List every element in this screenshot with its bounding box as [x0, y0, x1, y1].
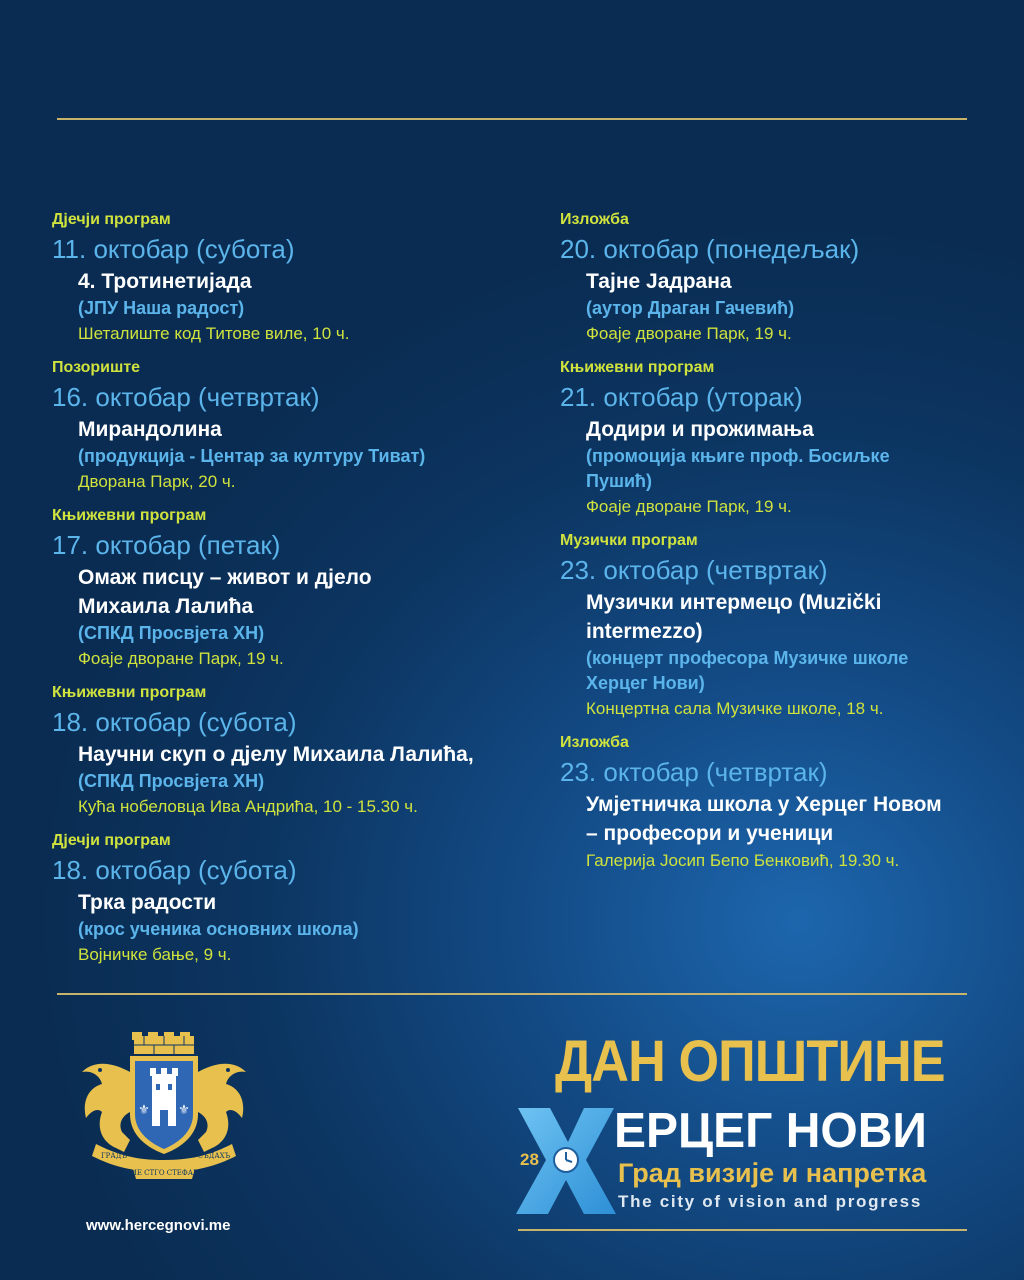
event-date: 18. октобар (субота) — [52, 707, 297, 737]
banner-headline: ДАН ОПШТИНЕ — [555, 1029, 945, 1094]
event-item — [52, 209, 532, 347]
event-date: 21. октобар (уторак) — [560, 382, 803, 412]
event-date: 23. октобар (четвртак) — [560, 555, 828, 585]
event-organizer: (СПКД Просвјета ХН) — [78, 771, 265, 791]
event-category: Изложба — [560, 211, 629, 228]
event-title: Мирандолина — [78, 418, 222, 441]
event-item — [52, 830, 532, 968]
event-category: Књижевни програм — [560, 359, 715, 376]
event-item — [52, 682, 532, 820]
event-venue: Галерија Јосип Бепо Бенковић, 19.30 ч. — [586, 851, 900, 870]
event-item — [52, 357, 532, 495]
event-title: Умјетничка школа у Херцег Новом – професори и ученици — [586, 793, 942, 845]
event-title: 4. Тротинетијада — [78, 270, 252, 293]
events-right-column — [560, 209, 980, 884]
event-title: Трка радости — [78, 891, 217, 914]
event-date: 11. октобар (субота) — [52, 234, 295, 264]
event-venue: Шеталиште код Титове виле, 10 ч. — [78, 324, 350, 343]
svg-text:⚜: ⚜ — [178, 1103, 190, 1118]
event-item — [560, 732, 980, 874]
event-category: Дјечји програм — [52, 832, 171, 849]
event-item — [52, 505, 532, 672]
top-divider — [57, 118, 967, 120]
event-venue: Фоаје дворане Парк, 19 ч. — [586, 324, 792, 343]
event-venue: Фоаје дворане Парк, 19 ч. — [586, 497, 792, 516]
event-organizer: (крос ученика основних школа) — [78, 919, 359, 939]
event-venue: Дворана Парк, 20 ч. — [78, 472, 236, 491]
event-date: 18. октобар (субота) — [52, 855, 297, 885]
event-title: Музички интермецо (Muzički intermezzo) — [586, 591, 882, 643]
event-category: Изложба — [560, 734, 629, 751]
event-venue: Војничке бање, 9 ч. — [78, 945, 232, 964]
event-date: 20. октобар (понедељак) — [560, 234, 860, 264]
city-name: ЕРЦЕГ НОВИ — [614, 1104, 927, 1158]
event-category: Књижевни програм — [52, 684, 207, 701]
slogan: Град визије и напретка — [618, 1158, 927, 1188]
event-item — [560, 209, 980, 347]
bottom-divider — [57, 993, 967, 995]
event-organizer: (аутор Драган Гачевић) — [586, 298, 795, 318]
svg-text:⚜: ⚜ — [138, 1103, 150, 1118]
svg-text:СЪДАХЪ: СЪДАХЪ — [197, 1152, 231, 1160]
event-category: Позориште — [52, 359, 141, 376]
event-organizer: (СПКД Просвјета ХН) — [78, 623, 265, 643]
event-venue: Концертна сала Музичке школе, 18 ч. — [586, 699, 884, 718]
event-date: 17. октобар (петак) — [52, 530, 281, 560]
slogan-english: The city of vision and progress — [618, 1192, 922, 1211]
website-link[interactable]: www.hercegnovi.me — [86, 1217, 231, 1234]
coat-of-arms-icon — [72, 1032, 256, 1180]
event-title: Научни скуп о дјелу Михаила Лалића, — [78, 743, 474, 766]
event-category: Музички програм — [560, 532, 698, 549]
event-item — [560, 530, 980, 722]
event-organizer: (ЈПУ Наша радост) — [78, 298, 245, 318]
event-title: Омаж писцу – живот и дјело Михаила Лалића — [78, 566, 372, 618]
svg-text:ИМЕ СТГО СТЕФАНА: ИМЕ СТГО СТЕФАНА — [123, 1169, 205, 1177]
event-organizer: (продукција - Центар за културу Тиват) — [78, 446, 426, 466]
event-category: Дјечји програм — [52, 211, 171, 228]
event-organizer: (промоција књиге проф. Босиљке Пушић) — [586, 446, 890, 491]
event-organizer: (концерт професора Музичке школе Херцег Нови) — [586, 648, 909, 693]
event-date: 16. октобар (четвртак) — [52, 382, 320, 412]
event-title: Тајне Јадрана — [586, 270, 732, 293]
svg-text:ГРАДЪ: ГРАДЪ — [101, 1152, 127, 1160]
event-category: Књижевни програм — [52, 507, 207, 524]
event-venue: Кућа нобеловца Ива Андрића, 10 - 15.30 ч. — [78, 797, 418, 816]
event-date: 23. октобар (четвртак) — [560, 757, 828, 787]
event-venue: Фоаје дворане Парк, 19 ч. — [78, 649, 284, 668]
events-left-column — [52, 209, 532, 978]
anniversary-number: 28 — [520, 1150, 539, 1169]
event-item — [560, 357, 980, 520]
event-title: Додири и прожимања — [586, 418, 814, 441]
banner-underline — [518, 1229, 967, 1231]
